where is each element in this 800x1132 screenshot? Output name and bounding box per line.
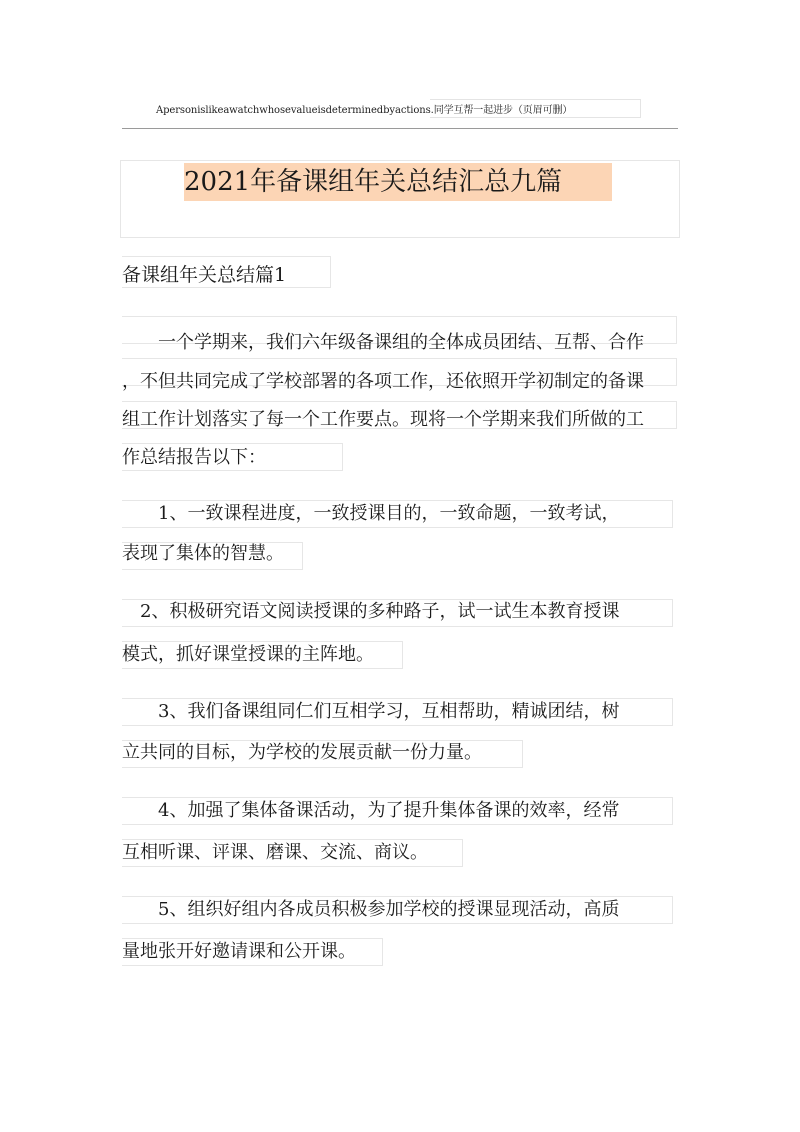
header-rule: [122, 128, 678, 129]
text-line: 互相听课、评课、磨课、交流、商议。: [122, 842, 428, 863]
text-line: 量地张开好邀请课和公开课。: [122, 941, 356, 962]
document-title: 2021年备课组年关总结汇总九篇: [184, 163, 612, 201]
header-text: Apersonislikeawatchwhosevalueisdeterminedbyactions.同学互帮一起进步（页眉可删）: [156, 105, 573, 116]
text-line: 一个学期来，我们六年级备课组的全体成员团结、互帮、合作: [122, 332, 644, 353]
text-line: 模式，抓好课堂授课的主阵地。: [122, 644, 374, 665]
text-line: 3、我们备课组同仁们互相学习，互相帮助，精诚团结，树: [122, 701, 620, 722]
section-heading: 备课组年关总结篇1: [122, 264, 287, 286]
text-line: ，不但共同完成了学校部署的各项工作，还依照开学初制定的备课: [122, 371, 644, 392]
text-line: 4、加强了集体备课活动，为了提升集体备课的效率，经常: [122, 800, 620, 821]
text-line: 组工作计划落实了每一个工作要点。现将一个学期来我们所做的工: [122, 409, 644, 430]
header-frame: [430, 99, 641, 118]
text-line: 作总结报告以下：: [122, 447, 266, 468]
text-line: 5、组织好组内各成员积极参加学校的授课显现活动，高质: [122, 899, 620, 920]
text-line: 1、一致课程进度，一致授课目的，一致命题，一致考试，: [122, 503, 620, 524]
text-line: 表现了集体的智慧。: [122, 543, 284, 564]
text-line: 2、积极研究语文阅读授课的多种路子，试一试生本教育授课: [122, 601, 620, 622]
text-line: 立共同的目标，为学校的发展贡献一份力量。: [122, 742, 482, 763]
